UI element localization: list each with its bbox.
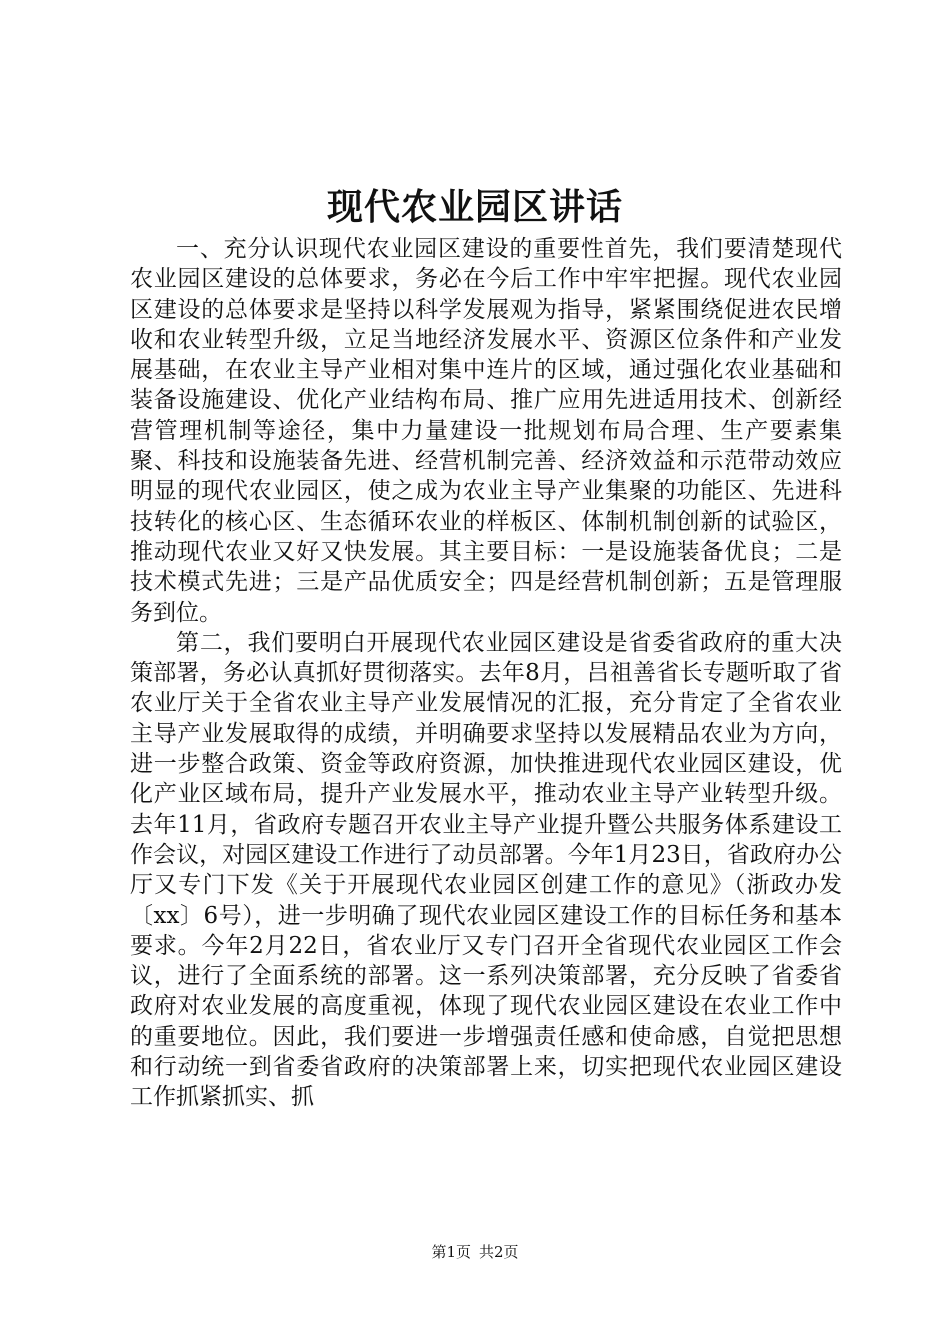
page-number-current: 第1页 — [431, 1243, 471, 1261]
paragraph-1: 一、充分认识现代农业园区建设的重要性首先，我们要清楚现代农业园区建设的总体要求，务必在今后工作中牢牢把握。现代农业园区建设的总体要求是坚持以科学发展观为指导，紧紧围绕促进农民增收和农业转型升级，立足当地经济发展水平、资源区位条件和产业发展基础，在农业主导产业相对集中连片的区域，通过强化农业基础和装备设施建设、优化产业结构布局、推广应用先进适用技术、创新经营管理机制等途径，集中力量建设一批规划布局合理、生产要素集聚、科技和设施装备先进、经营机制完善、经济效益和示范带动效应明显的现代农业园区，使之成为农业主导产业集聚的功能区、先进科技转化的核心区、生态循环农业的样板区、体制机制创新的试验区，推动现代农业又好又快发展。其主要目标：一是设施装备优良；二是技术模式先进；三是产品优质安全；四是经营机制创新；五是管理服务到位。 — [130, 236, 842, 626]
paragraph-2: 第二，我们要明白开展现代农业园区建设是省委省政府的重大决策部署，务必认真抓好贯彻落实。去年8月，吕祖善省长专题听取了省农业厅关于全省农业主导产业发展情况的汇报，充分肯定了全省农业主导产业发展取得的成绩，并明确要求坚持以发展精品农业为方向，进一步整合政策、资金等政府资源，加快推进现代农业园区建设，优化产业区域布局，提升产业发展水平，推动农业主导产业转型升级。去年11月，省政府专题召开农业主导产业提升暨公共服务体系建设工作会议，对园区建设工作进行了动员部署。今年1月23日，省政府办公厅又专门下发《关于开展现代农业园区创建工作的意见》（浙政办发〔xx〕6号），进一步明确了现代农业园区建设工作的目标任务和基本要求。今年2月22日，省农业厅又专门召开全省现代农业园区工作会议，进行了全面系统的部署。这一系列决策部署，充分反映了省委省政府对农业发展的高度重视，体现了现代农业园区建设在农业工作中的重要地位。因此，我们要进一步增强责任感和使命感，自觉把思想和行动统一到省委省政府的决策部署上来，切实把现代农业园区建设工作抓紧抓实、抓 — [130, 629, 842, 1111]
document-body — [130, 234, 842, 1113]
page-number-total: 共2页 — [479, 1243, 519, 1261]
page-footer — [0, 1242, 950, 1262]
page-title: 现代农业园区讲话 — [326, 187, 623, 228]
